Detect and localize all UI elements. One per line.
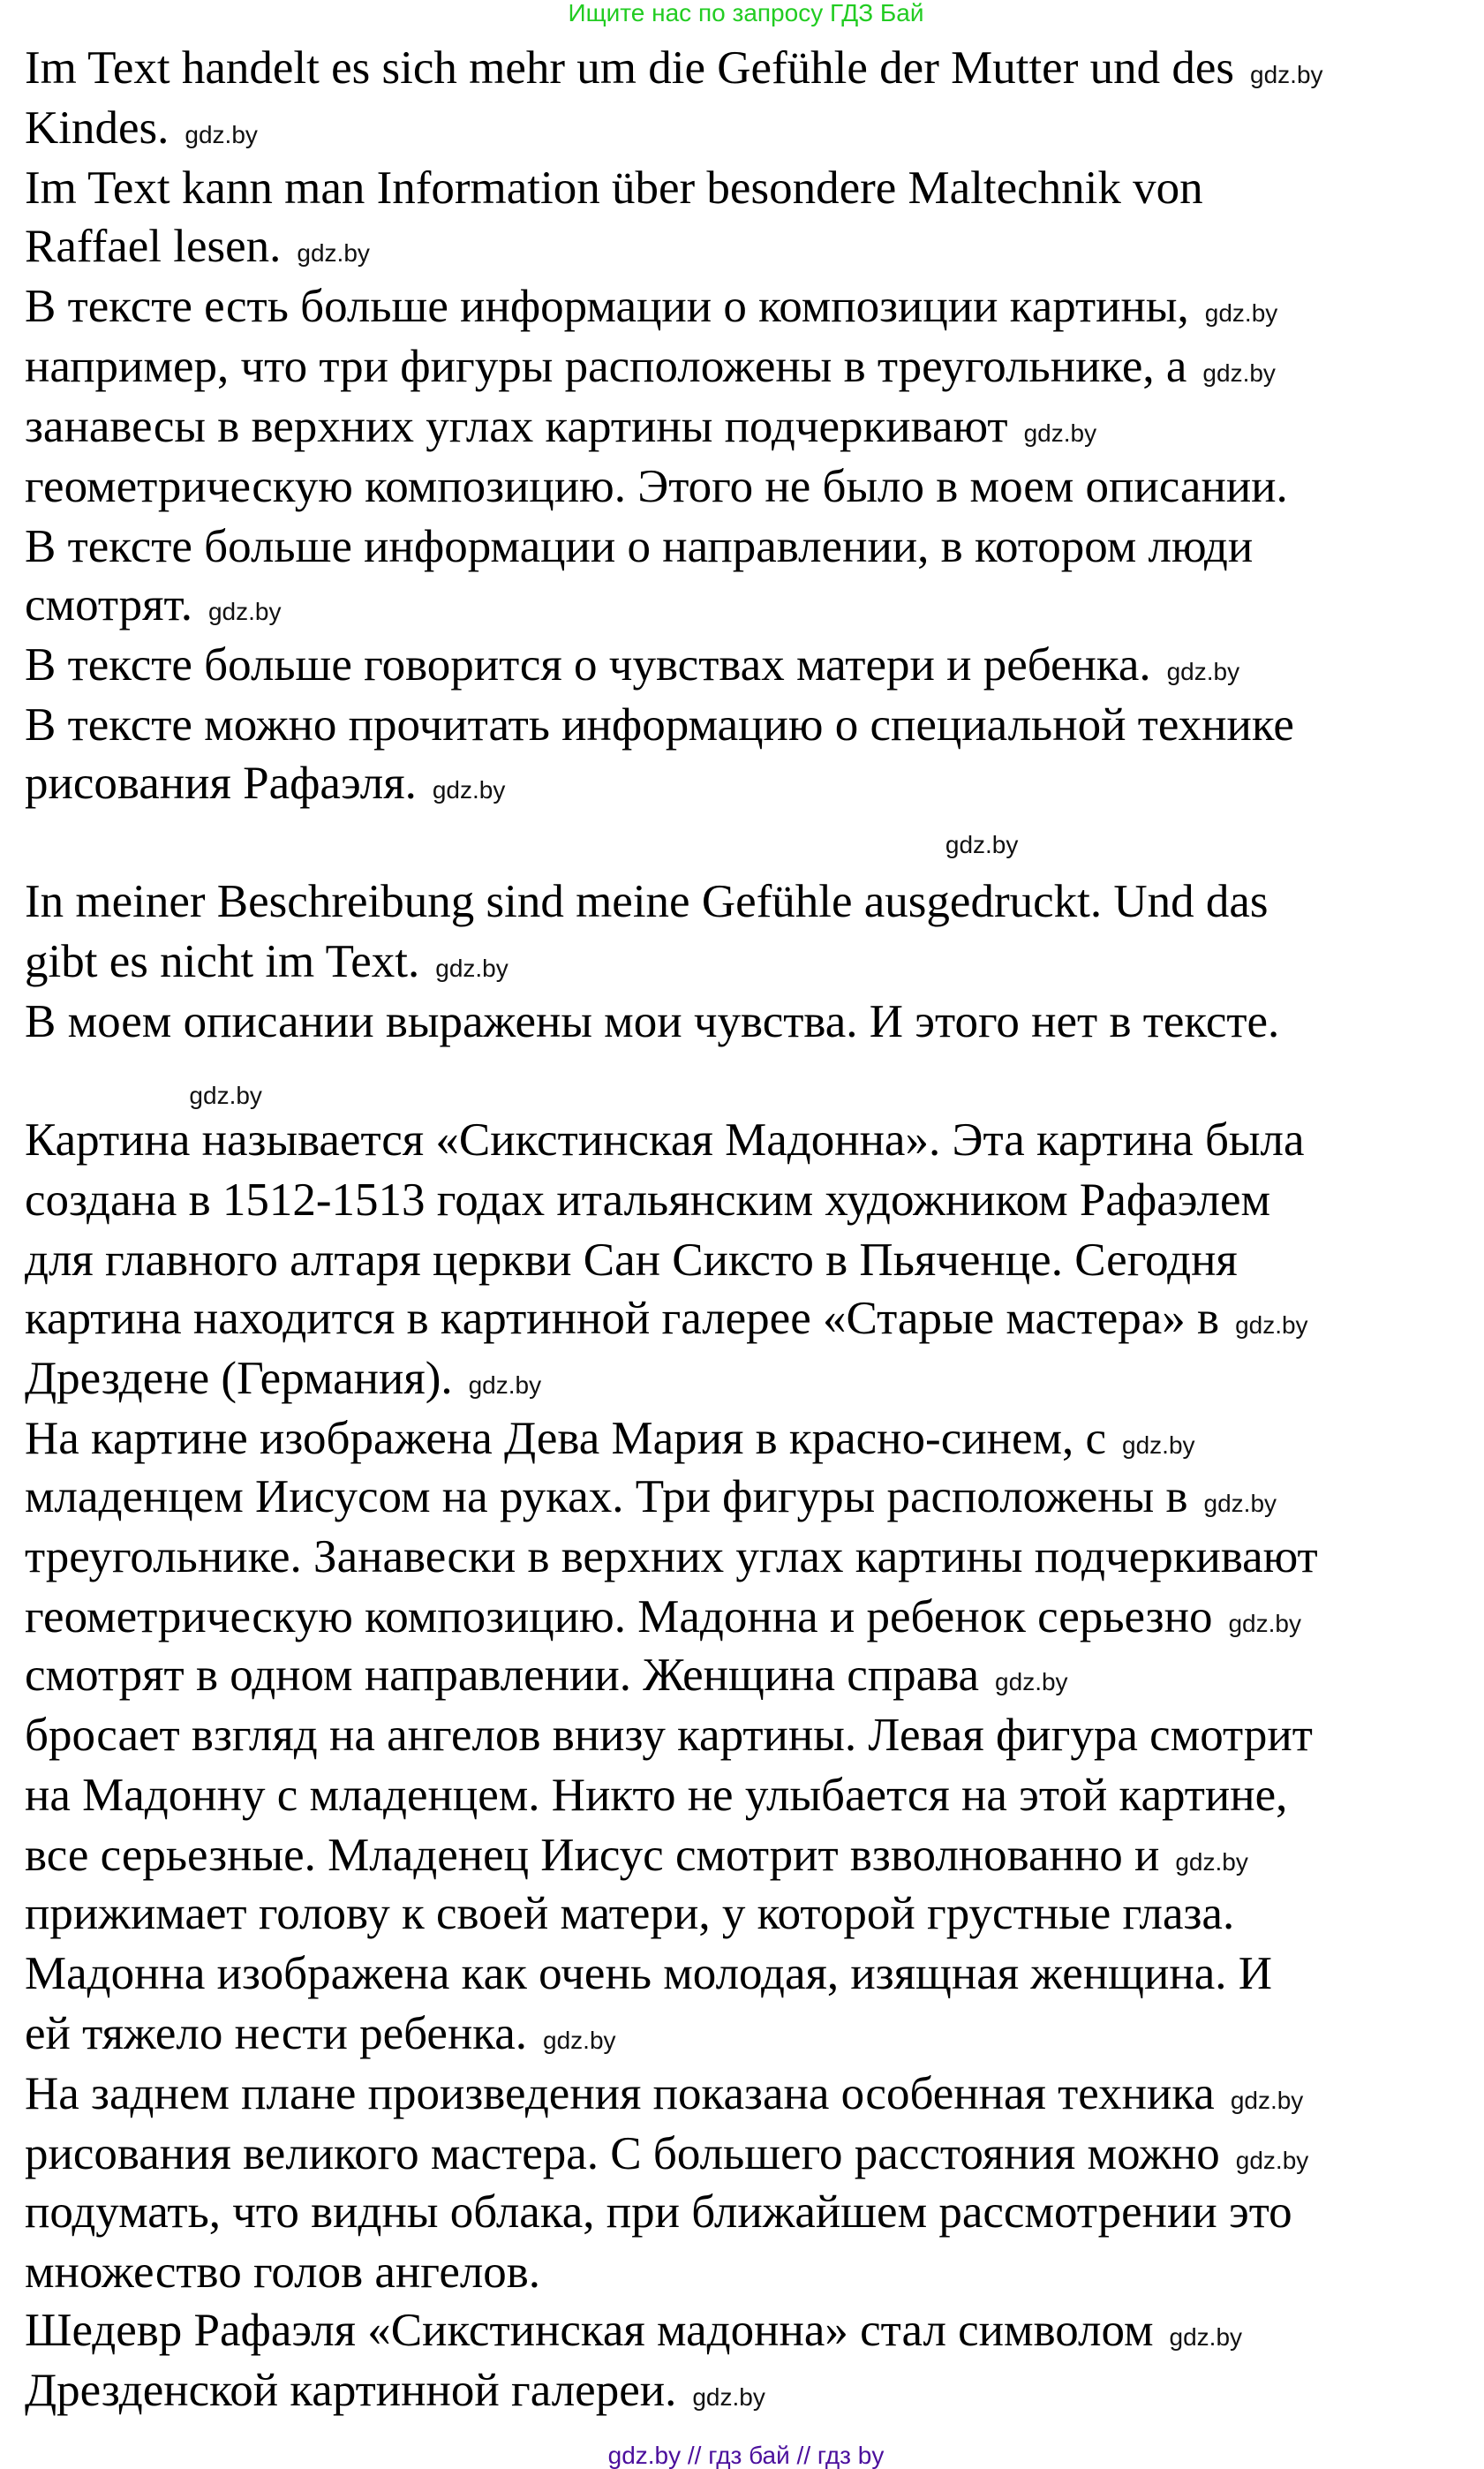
watermark-label: gdz.by <box>945 830 1019 858</box>
text-line <box>25 460 1288 513</box>
text-line-content: все серьезные. Младенец Иисус смотрит взволнованно и <box>25 1829 1160 1881</box>
text-line <box>25 1530 1318 1583</box>
text-line <box>25 220 370 273</box>
text-line <box>25 875 1269 928</box>
text-line <box>25 520 1253 573</box>
text-line <box>25 42 1323 94</box>
text-line-content: In meiner Beschreibung sind meine Gefühle ausgedruckt. Und das <box>25 875 1269 927</box>
text-line <box>25 935 508 988</box>
watermark-label: gdz.by <box>543 2026 616 2054</box>
text-line-content: Дрезденской картинной галереи. <box>25 2365 677 2417</box>
text-line-content: На заднем плане произведения показана особенная техника <box>25 2067 1215 2119</box>
text-line-content: геометрическую композицию. Этого не было в моем описании. <box>25 460 1288 512</box>
watermark-label: gdz.by <box>189 1081 262 1109</box>
watermark-label: gdz.by <box>1235 2146 1309 2174</box>
text-line <box>25 638 1239 691</box>
watermark-label: gdz.by <box>1202 359 1276 387</box>
watermark-label: gdz.by <box>1203 1490 1277 1518</box>
text-line-content: ей тяжело нести ребенка. <box>25 2007 528 2059</box>
text-line-content: Kindes. <box>25 102 169 154</box>
text-line <box>25 1887 1234 1940</box>
text-line <box>25 2127 1308 2180</box>
text-line-content: младенцем Иисусом на руках. Три фигуры расположены в <box>25 1471 1188 1523</box>
text-line-content: смотрят в одном направлении. Женщина справа <box>25 1650 980 1702</box>
text-line <box>25 1352 541 1405</box>
text-line-content: рисования великого мастера. С большего расстояния можно <box>25 2127 1220 2179</box>
watermark-label: gdz.by <box>1122 1431 1195 1459</box>
text-line <box>25 1234 1238 1287</box>
text-line-content: Мадонна изображена как очень молодая, изящная женщина. И <box>25 1948 1273 1999</box>
watermark-label: gdz.by <box>435 954 508 982</box>
watermark-label: gdz.by <box>468 1370 542 1399</box>
text-line-content: Дрездене (Германия). <box>25 1352 453 1404</box>
text-line <box>25 162 1203 215</box>
text-line <box>25 400 1096 453</box>
watermark-label: gdz.by <box>432 775 506 804</box>
text-line-content: для главного алтаря церкви Сан Сиксто в Пьяченце. Сегодня <box>25 1234 1238 1286</box>
text-line-content: В моем описании выражены мои чувства. И этого нет в тексте. <box>25 995 1280 1047</box>
text-line <box>25 698 1294 751</box>
text-line-content: рисования Рафаэля. <box>25 757 417 809</box>
text-line-content: треугольнике. Занавески в верхних углах картины подчеркивают <box>25 1530 1318 1582</box>
text-line <box>25 280 1277 333</box>
text-line-content: gibt es nicht im Text. <box>25 935 420 987</box>
watermark-label: gdz.by <box>1175 1847 1248 1876</box>
watermark-label: gdz.by <box>995 1668 1068 1696</box>
text-line <box>25 2067 1303 2120</box>
watermark-label: gdz.by <box>1228 1609 1301 1637</box>
text-line <box>25 1649 1068 1702</box>
text-line-content: прижимает голову к своей матери, у которой грустные глаза. <box>25 1888 1235 1940</box>
text-line-content: картина находится в картинной галерее «Старые мастера» в <box>25 1292 1220 1344</box>
text-line <box>25 102 258 155</box>
text-line <box>25 2364 765 2417</box>
watermark-label: gdz.by <box>297 238 370 267</box>
watermark-label: gdz.by <box>1023 419 1097 447</box>
text-line-content: В тексте больше информации о направлении, в котором люди <box>25 520 1254 572</box>
watermark-label: gdz.by <box>207 597 282 625</box>
text-line <box>25 1292 1308 1345</box>
text-line <box>25 1709 1313 1762</box>
text-line <box>25 1470 1277 1523</box>
search-hint-header: Ищите нас по запросу ГДЗ Бай <box>568 0 924 26</box>
text-line <box>25 2007 616 2060</box>
text-line-content: на Мадонну с младенцем. Никто не улыбается на этой картине, <box>25 1769 1288 1821</box>
watermark-label: gdz.by <box>185 120 258 148</box>
text-line-content: В тексте есть больше информации о композиции картины, <box>25 280 1189 332</box>
text-line-content: множество голов ангелов. <box>25 2246 541 2298</box>
watermark-label: gdz.by <box>1166 657 1240 685</box>
footer-watermark: gdz.by // гдз бай // гдз by <box>607 2442 885 2469</box>
watermark-label: gdz.by <box>1169 2323 1243 2352</box>
text-line-content: Im Text kann man Information über besondere Maltechnik von <box>25 162 1203 214</box>
text-line-content: подумать, что видны облака, при ближайшем рассмотрении это <box>25 2186 1292 2238</box>
text-line <box>25 340 1276 393</box>
text-line <box>25 2246 540 2299</box>
text-line <box>25 2304 1242 2357</box>
text-line <box>25 1590 1301 1643</box>
text-line-content: занавесы в верхних углах картины подчеркивают <box>25 400 1008 452</box>
text-line-content: смотрят. <box>25 578 192 630</box>
text-line-content: создана в 1512-1513 годах итальянским художником Рафаэлем <box>25 1174 1271 1226</box>
text-line-content: Шедевр Рафаэля «Сикстинская мадонна» стал символом <box>25 2305 1154 2357</box>
text-line-content: например, что три фигуры расположены в треугольнике, а <box>25 340 1187 392</box>
text-line <box>25 2186 1292 2239</box>
text-line <box>25 995 1279 1048</box>
text-line <box>25 1769 1287 1822</box>
watermark-label: gdz.by <box>1235 1310 1308 1339</box>
text-line <box>25 1412 1195 1465</box>
watermark-label: gdz.by <box>1250 60 1323 88</box>
watermark-label: gdz.by <box>1230 2086 1304 2114</box>
text-line <box>25 757 505 810</box>
text-line-content: На картине изображена Дева Мария в красно-синем, с <box>25 1412 1107 1464</box>
text-line-content: геометрическую композицию. Мадонна и ребенок серьезно <box>25 1590 1213 1642</box>
text-line <box>25 1114 1305 1167</box>
text-line-content: В тексте можно прочитать информацию о специальной технике <box>25 698 1294 751</box>
text-line <box>25 1174 1270 1227</box>
text-line <box>25 1829 1248 1882</box>
text-line-content: Im Text handelt es sich mehr um die Gefühle der Mutter und des <box>25 42 1235 94</box>
watermark-label: gdz.by <box>692 2383 765 2412</box>
text-line-content: бросает взгляд на ангелов внизу картины. Левая фигура смотрит <box>25 1710 1313 1761</box>
text-line-content: Картина называется «Сикстинская Мадонна». Эта картина была <box>25 1114 1305 1166</box>
text-line <box>25 1947 1272 2000</box>
text-line-content: В тексте больше говорится о чувствах матери и ребенка. <box>25 638 1151 691</box>
watermark-label: gdz.by <box>1204 298 1278 327</box>
text-line <box>25 578 281 631</box>
text-line-content: Raffael lesen. <box>25 220 282 272</box>
